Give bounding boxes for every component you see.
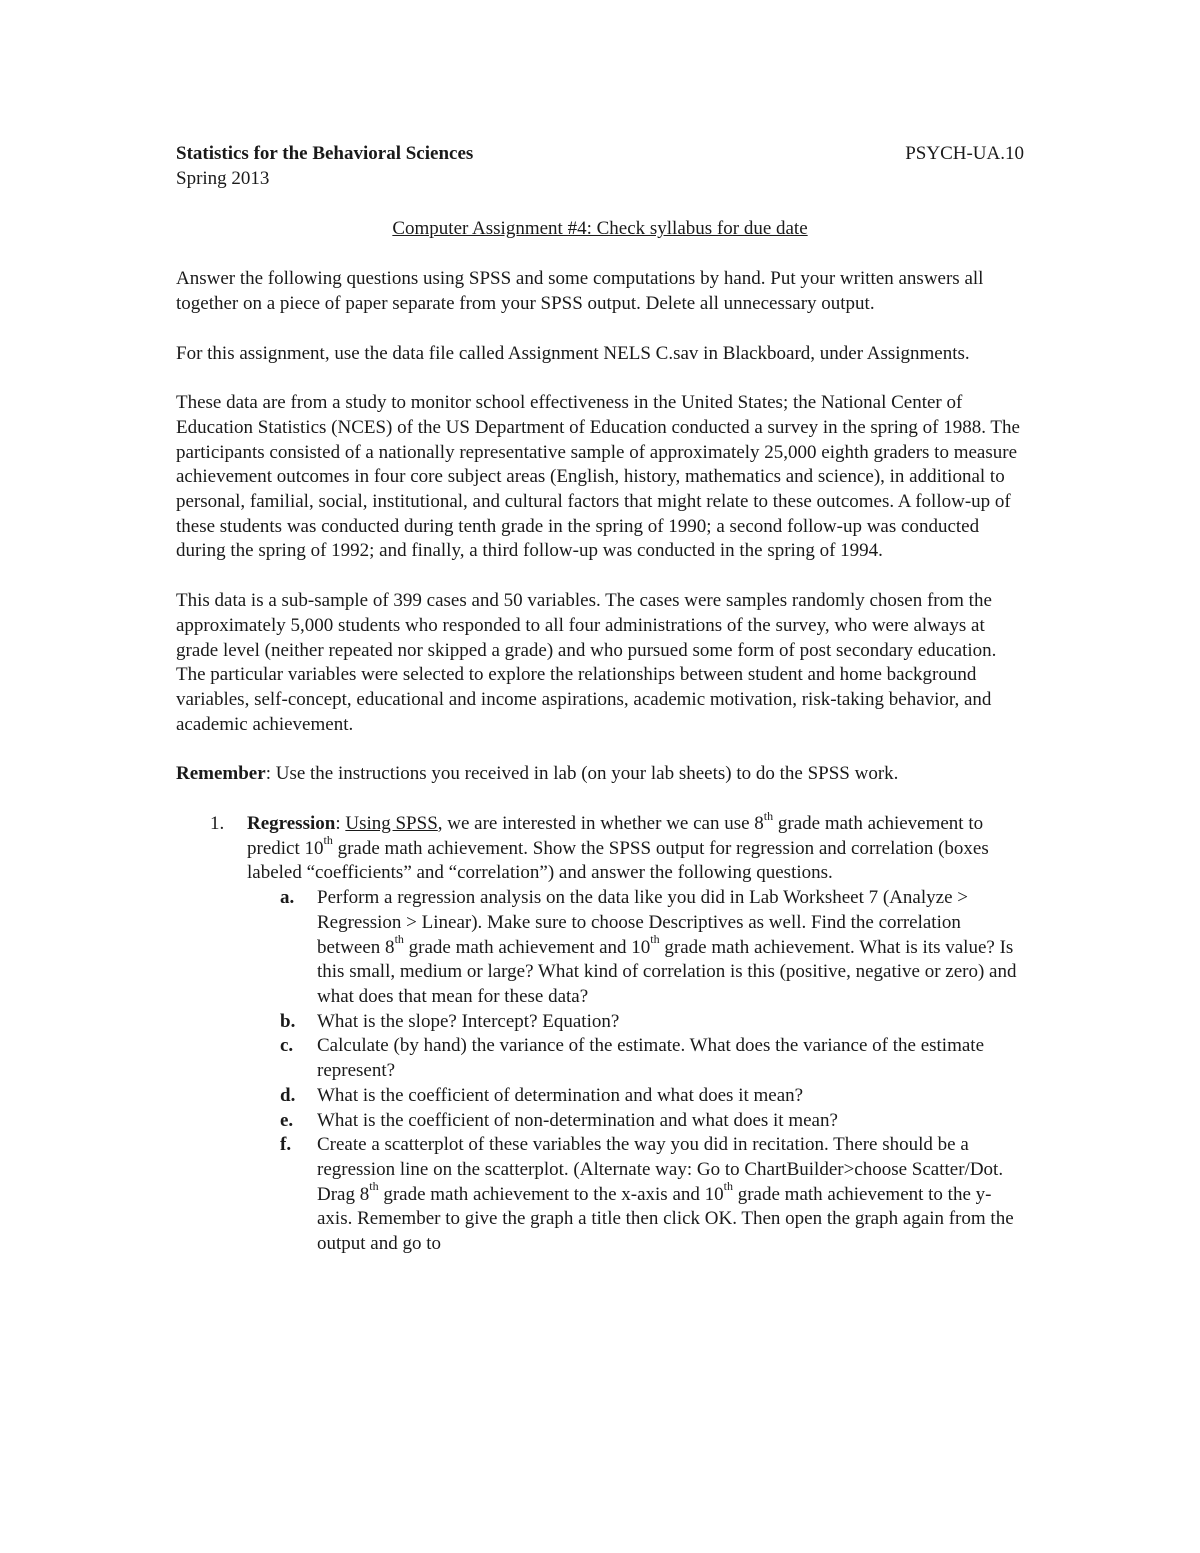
- sub-question-text: Calculate (by hand) the variance of the estimate. What does the variance of the estimate represent?: [317, 1035, 985, 1082]
- superscript-th: th: [369, 1179, 379, 1194]
- sub-letter: f.: [280, 1134, 292, 1156]
- question-list: [176, 808, 1024, 1257]
- course-code: PSYCH-UA.10: [905, 143, 1024, 164]
- superscript-th: th: [723, 1179, 733, 1194]
- assignment-title: Computer Assignment #4: Check syllabus for due date: [392, 218, 808, 240]
- sub-question-b: [280, 1010, 1024, 1035]
- data-file-paragraph: For this assignment, use the data file called Assignment NELS C.sav in Blackboard, under Assignments.: [176, 342, 970, 364]
- question-label: Regression: [247, 813, 336, 835]
- question-text-a: , we are interested in whether we can use 8: [437, 813, 764, 835]
- sub-f-text-1: Create a scatterplot of these variables the way you did in recitation. There should be a regression line on the scatterplot. (Alternate way: Go to ChartBuilder>choose Scatter/Dot. Drag 8: [317, 1134, 1004, 1205]
- sub-a-text-2: grade math achievement and 10: [403, 936, 651, 958]
- question-text-c: grade math achievement. Show the SPSS output for regression and correlation (boxes labeled “coefficients” and “correlation”) and answer the following questions.: [247, 837, 989, 884]
- sub-a-text-3: grade math achievement. What is its value? Is this small, medium or large? What kind of correlation is this (positive, negative or zero) and what does that mean for these data?: [317, 936, 1017, 1007]
- term: Spring 2013: [176, 167, 270, 189]
- sub-letter: d.: [280, 1084, 296, 1106]
- question-text-b: grade math achievement to predict 10: [247, 813, 984, 859]
- using-spss: Using SPSS: [345, 813, 438, 835]
- sub-question-f: [280, 1133, 1024, 1257]
- document-header: [176, 142, 1024, 167]
- sub-letter: b.: [280, 1010, 296, 1032]
- sub-question-text: [317, 886, 1024, 1010]
- sub-f-text-2: grade math achievement to the x-axis and 10: [378, 1183, 724, 1205]
- superscript-th: th: [323, 833, 333, 848]
- sub-question-text: What is the coefficient of non-determination and what does it mean?: [317, 1109, 838, 1131]
- question-body: [247, 808, 1024, 1257]
- question-colon: :: [335, 813, 346, 835]
- sub-question-text: What is the slope? Intercept? Equation?: [317, 1010, 620, 1032]
- sub-question-a: [280, 886, 1024, 1010]
- remember-label: Remember: [176, 763, 266, 785]
- sub-question-c: [280, 1034, 1024, 1083]
- sub-question-text: [317, 1133, 1024, 1257]
- superscript-th: th: [763, 808, 774, 823]
- sub-letter: a.: [280, 887, 295, 909]
- course-title: Statistics for the Behavioral Sciences: [176, 143, 474, 164]
- sub-letter: c.: [280, 1035, 294, 1057]
- background-paragraph-2: This data is a sub-sample of 399 cases and 50 variables. The cases were samples randomly chosen from the approximately 5,000 students who responded to all four administrations of the survey, who were always at grade level (neither repeated nor skipped a grade) and who pursued some form of post secondary education. The particular variables were selected to explore the relationships between student and home background variables, self-concept, educational and income aspirations, academic motivation, risk-taking behavior, and academic achievement.: [176, 590, 997, 735]
- superscript-th: th: [394, 932, 404, 947]
- sub-question-list: [247, 886, 1024, 1257]
- superscript-th: th: [650, 932, 660, 947]
- question-1: [210, 808, 1024, 1257]
- sub-letter: e.: [280, 1109, 294, 1131]
- sub-a-text-1: Perform a regression analysis on the data like you did in Lab Worksheet 7 (Analyze > Regression > Linear). Make sure to choose Descriptives as well. Find the correlation between 8: [317, 887, 968, 958]
- background-paragraph-1: These data are from a study to monitor school effectiveness in the United States; the National Center of Education Statistics (NCES) of the US Department of Education conducted a survey in the spring of 1988. The participants consisted of a nationally representative sample of approximately 25,000 eighth graders to measure achievement outcomes in four core subject areas (English, history, mathematics and science), in additional to personal, familial, social, institutional, and cultural factors that might relate to these outcomes. A follow-up of these students was conducted during tenth grade in the spring of 1990; a second follow-up was conducted during the spring of 1992; and finally, a third follow-up was conducted in the spring of 1994.: [176, 392, 1020, 562]
- question-1-text: [247, 808, 1024, 886]
- document-page: [176, 142, 1024, 1257]
- remember-paragraph: [176, 762, 1024, 787]
- question-number: 1.: [210, 813, 225, 835]
- sub-f-text-3: grade math achievement to the y-axis. Remember to give the graph a title then click OK. Then open the graph again from the output and go to: [317, 1183, 1014, 1255]
- sub-question-e: [280, 1109, 1024, 1134]
- intro-paragraph: Answer the following questions using SPSS and some computations by hand. Put your written answers all together on a piece of paper separate from your SPSS output. Delete all unnecessary output.: [176, 268, 984, 314]
- sub-question-d: [280, 1084, 1024, 1109]
- remember-text: : Use the instructions you received in lab (on your lab sheets) to do the SPSS work.: [265, 763, 899, 785]
- sub-question-text: What is the coefficient of determination and what does it mean?: [317, 1084, 804, 1106]
